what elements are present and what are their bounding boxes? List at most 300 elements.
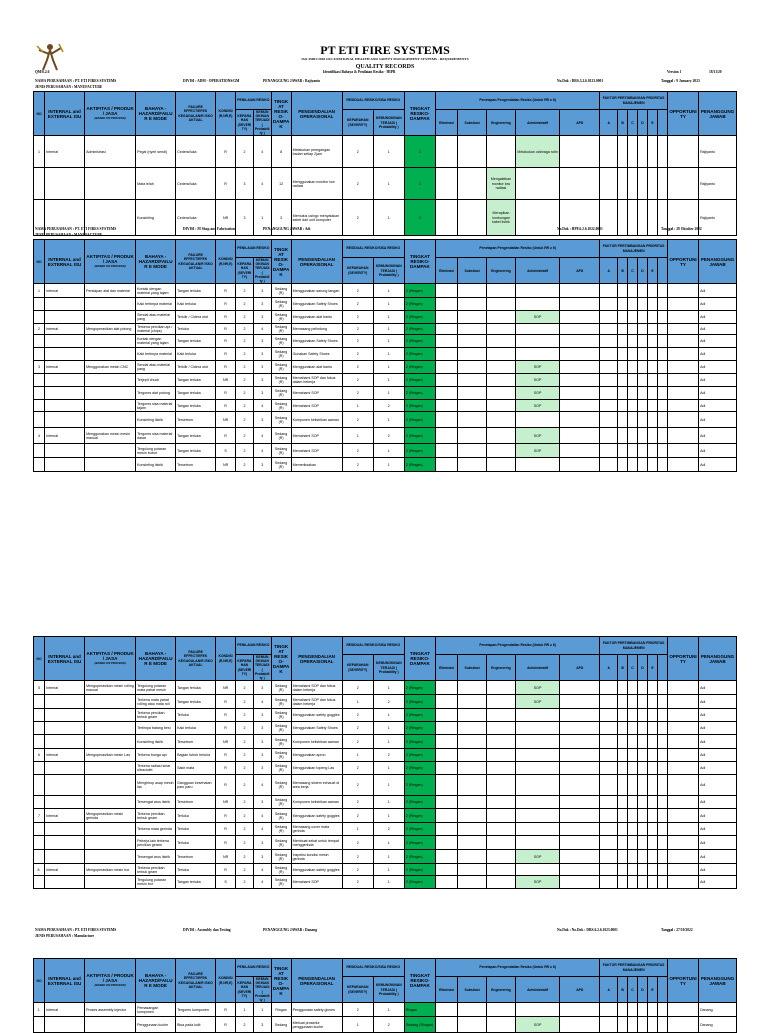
cell-factor: [600, 775, 618, 796]
cell-failure: Terkilir / Cidera otot: [176, 361, 216, 374]
cell-internal: Internal: [45, 136, 85, 168]
col-failure: FAILURE EFFECT/EFEK KEGAGALAN/R ISKO AKTUAL: [176, 92, 216, 136]
cell-factor: [628, 168, 638, 200]
cell-factor: [628, 823, 638, 836]
cell-subsitusi: [458, 850, 487, 864]
cell-kemungkinan: 3: [253, 796, 271, 809]
cell-administratif: [515, 796, 559, 809]
cell-subsitusi: [458, 348, 487, 361]
col-no: NO: [34, 240, 45, 284]
cell-res-keparahan: 2: [342, 298, 373, 311]
cell-bahaya: Konsleting listrik: [136, 458, 176, 472]
cell-subsitusi: [458, 168, 487, 200]
cell-opportunity: [667, 168, 698, 200]
cell-tingkat2: 2 (Ringan): [404, 762, 435, 775]
cell-opportunity: [667, 864, 698, 876]
cell-kemungkinan: 3: [253, 749, 271, 762]
cell-failure: Gangguan kesehatan paru paru: [176, 775, 216, 796]
cell-res-keparahan: 2: [342, 775, 373, 796]
cell-apd: [560, 458, 600, 472]
cell-keparahan: 2: [236, 311, 254, 324]
col-eliminasi: Eliminasi: [435, 258, 457, 284]
company-name: PT ETI FIRE SYSTEMS: [320, 43, 450, 57]
cell-factor: [600, 348, 618, 361]
cell-kemungkinan: 3: [253, 681, 271, 695]
cell-keparahan: 2: [236, 444, 254, 458]
cell-kondisi: S: [216, 444, 236, 458]
cell-res-kemungkinan: 2: [373, 749, 404, 762]
cell-factor: [618, 775, 628, 796]
cell-failure: Tersetrum: [176, 796, 216, 809]
cell-penanggung: Rajiyanto: [699, 168, 737, 200]
col-subsitusi: Subsitusi: [458, 110, 487, 136]
cell-engineering: [487, 722, 516, 735]
cell-tingkat: [271, 298, 291, 311]
col-no: NO: [34, 959, 45, 1003]
col-aktivitas-sub: (BASED ON PROCESS): [94, 264, 126, 269]
cell-res-kemungkinan: 1: [373, 298, 404, 311]
cell-factor: [638, 709, 648, 722]
cell-eliminasi: [435, 1003, 457, 1017]
cell-no: [34, 796, 45, 809]
cell-res-keparahan: 1: [342, 428, 373, 444]
cell-no: [34, 762, 45, 775]
table-row: [34, 1003, 737, 1017]
cell-keparahan: 2: [236, 876, 254, 889]
cell-factor: [638, 722, 648, 735]
cell-factor: [628, 136, 638, 168]
cell-tingkat2: 2 (Ringan): [404, 823, 435, 836]
cell-keparahan: 2: [236, 681, 254, 695]
cell-pengendalian: Memahami SOP: [291, 876, 342, 889]
cell-factor: [600, 796, 618, 809]
cell-factor: [648, 200, 658, 236]
cell-subsitusi: [458, 775, 487, 796]
cell-opportunity: [667, 695, 698, 709]
col-residual: RESIDUAL RESIKO/SISA RESIKO: [342, 637, 404, 655]
cell-failure: Tangan terluka: [176, 335, 216, 348]
cell-factor: [657, 735, 667, 749]
cell-res-keparahan: 2: [342, 850, 373, 864]
cell-factor: [648, 864, 658, 876]
cell-res-kemungkinan: 1: [373, 681, 404, 695]
cell-aktivitas: [85, 709, 136, 722]
cell-tingkat: [271, 387, 291, 400]
cell-engineering: [487, 374, 516, 387]
cell-factor: [600, 412, 618, 428]
col-kemungkinan: KEMUNGKINAN TERJADI ( Probability ): [254, 110, 270, 136]
cell-administratif: [515, 324, 559, 335]
cell-tingkat2: 2 (Ringan): [404, 722, 435, 735]
table-row: [34, 823, 737, 836]
cell-internal: [45, 311, 85, 324]
cell-res-kemungkinan: 1: [373, 387, 404, 400]
cell-no: [34, 335, 45, 348]
cell-pengendalian: Komponen kelistrikan aaman: [291, 412, 342, 428]
cell-res-keparahan: 2: [342, 324, 373, 335]
cell-factor: [600, 374, 618, 387]
cell-factor: [628, 400, 638, 412]
cell-aktivitas: [85, 695, 136, 709]
cell-apd: [560, 775, 600, 796]
cell-tingkat-value: Sedang (R): [274, 764, 288, 773]
col-e: E: [648, 258, 658, 284]
cell-res-keparahan: 2: [342, 361, 373, 374]
cell-factor: [618, 136, 628, 168]
cell-kondisi: R: [216, 762, 236, 775]
cell-factor: [648, 722, 658, 735]
cell-factor: [618, 823, 628, 836]
cell-failure: Tersetrum: [176, 850, 216, 864]
col-res-keparahan: KEPARAHAN (SEVERITY): [342, 110, 373, 136]
cell-res-keparahan: 2: [342, 836, 373, 850]
cell-pengendalian: Memasang pelindung: [291, 324, 342, 335]
col-residual: RESIDUAL RESIKO/SISA RESIKO: [342, 92, 404, 110]
cell-pengendalian: Penggunaan safety gloves: [291, 1003, 342, 1017]
cell-factor: [657, 722, 667, 735]
cell-opportunity: [667, 735, 698, 749]
col-tingkat: TINGKAT RESIKO-DAMPAK: [271, 240, 291, 284]
cell-factor: [638, 796, 648, 809]
table-row: [34, 809, 737, 823]
cell-subsitusi: [458, 284, 487, 298]
cell-internal: [45, 876, 85, 889]
cell-res-kemungkinan: 2: [373, 823, 404, 836]
cell-aktivitas: Mengoperasikan mesin gerinda: [85, 809, 136, 823]
cell-keparahan: 2: [236, 836, 254, 850]
col-kemungkinan: KEMUNGKINAN TERJADI ( Probability ): [254, 655, 270, 681]
cell-no: 6: [34, 749, 45, 762]
cell-kemungkinan: 3: [253, 412, 271, 428]
col-d: D: [638, 110, 648, 136]
cell-engineering: [487, 136, 516, 168]
col-keparahan: KEPARAHAN (SEVERITY): [236, 110, 254, 136]
cell-res-keparahan: 2: [342, 809, 373, 823]
cell-factor: [657, 458, 667, 472]
cell-factor: [600, 298, 618, 311]
cell-engineering: Merapikan lumbungan kabel listrik: [487, 200, 516, 236]
cell-tingkat2: 2: [404, 136, 435, 168]
cell-factor: [657, 374, 667, 387]
cell-factor: [600, 681, 618, 695]
cell-administratif: SOP: [515, 361, 559, 374]
cell-penanggung: Adi: [699, 361, 737, 374]
col-a: A: [600, 977, 618, 1003]
cell-tingkat2: 2 (Ringan): [404, 428, 435, 444]
cell-factor: [618, 284, 628, 298]
cell-factor: [648, 836, 658, 850]
cell-failure: Tersetrum: [176, 735, 216, 749]
cell-tingkat-value: Sedang (R): [274, 401, 288, 410]
cell-failure: Tangan terluka: [176, 876, 216, 889]
cell-administratif: [515, 200, 559, 236]
cell-no: [34, 374, 45, 387]
cell-pengendalian: Memutus usingc menyalakan kabel dari unit komputer: [291, 200, 342, 236]
cell-no: 4: [34, 428, 45, 444]
col-res-kemungkinan: KEMUNGKINAN TERJADI ( Probability ): [373, 258, 404, 284]
cell-internal: [45, 400, 85, 412]
cell-kondisi: NR: [216, 735, 236, 749]
risk-table-4: [33, 958, 737, 1033]
cell-failure: Tangan terluka: [176, 681, 216, 695]
col-pengendalian: PENGENDALIAN OPERASIONAL: [291, 637, 342, 681]
cell-failure: Cedera/luka: [176, 136, 216, 168]
cell-penanggung: Adi: [699, 809, 737, 823]
cell-kemungkinan: 3: [253, 709, 271, 722]
cell-penanggung: Adi: [699, 298, 737, 311]
doc-code: QM/6.2.6: [35, 70, 50, 74]
risk-table-1: [33, 91, 737, 236]
cell-keparahan: 2: [236, 1017, 254, 1033]
col-administratif: Administratif: [515, 977, 559, 1003]
cell-keparahan: 2: [236, 775, 254, 796]
cell-tingkat2: 2 (Ringan): [404, 876, 435, 889]
cell-apd: [560, 298, 600, 311]
cell-internal: [45, 335, 85, 348]
col-b: B: [618, 258, 628, 284]
cell-subsitusi: [458, 762, 487, 775]
cell-internal: [45, 762, 85, 775]
cell-factor: [657, 681, 667, 695]
cell-factor: [600, 428, 618, 444]
cell-pengendalian: Melakukan peregangan badan setiap 2jam: [291, 136, 342, 168]
cell-kondisi: R: [216, 809, 236, 823]
cell-tingkat2: 2 (Ringan): [404, 311, 435, 324]
standard-line: ISO 45001:2018 OCCUPATIONAL HEALTH AND SAFETY MANAGEMENT SYSTEMS - REQUIREMENTS: [301, 57, 469, 61]
cell-factor: [657, 709, 667, 722]
cell-engineering: [487, 876, 516, 889]
cell-factor: [618, 298, 628, 311]
cell-internal: [45, 348, 85, 361]
cell-apd: [560, 836, 600, 850]
col-opportunity: OPPORTUNI TY: [667, 92, 698, 136]
table-row: [34, 749, 737, 762]
cell-administratif: SOP: [515, 681, 559, 695]
col-apd: APD: [560, 977, 600, 1003]
cell-bahaya: Kaki tertimpa material: [136, 298, 176, 311]
cell-factor: [628, 876, 638, 889]
cell-opportunity: [667, 361, 698, 374]
cell-engineering: [487, 284, 516, 298]
cell-bahaya: Terkena percikan api / material (chips): [136, 324, 176, 335]
cell-factor: [648, 428, 658, 444]
cell-factor: [600, 836, 618, 850]
cell-engineering: [487, 709, 516, 722]
cell-bahaya: Mata lelah: [136, 168, 176, 200]
cell-aktivitas: [85, 876, 136, 889]
cell-tingkat2: 2 (Ringan): [404, 709, 435, 722]
cell-res-kemungkinan: 1: [373, 361, 404, 374]
cell-res-keparahan: 2: [342, 1003, 373, 1017]
cell-penanggung: Adi: [699, 749, 737, 762]
cell-no: [34, 412, 45, 428]
cell-engineering: [487, 458, 516, 472]
cell-factor: [657, 876, 667, 889]
col-faktor: FAKTOR PERTIMBANGAN PRIORITAS MANAJEMEN: [600, 240, 668, 258]
col-res-kemungkinan: KEMUNGKINAN TERJADI ( Probability ): [373, 110, 404, 136]
cell-res-keparahan: 2: [342, 200, 373, 236]
cell-tingkat2: 2 (Ringan): [404, 324, 435, 335]
cell-res-kemungkinan: 1: [373, 722, 404, 735]
cell-res-keparahan: 2: [342, 681, 373, 695]
cell-internal: Internal: [45, 1003, 85, 1017]
table-row: [34, 428, 737, 444]
cell-factor: [600, 444, 618, 458]
cell-subsitusi: [458, 428, 487, 444]
cell-eliminasi: [435, 850, 457, 864]
cell-apd: [560, 681, 600, 695]
cell-eliminasi: [435, 136, 457, 168]
cell-keparahan: 2: [236, 335, 254, 348]
col-residual: RESIDUAL RESIKO/SISA RESIKO: [342, 240, 404, 258]
col-tingkat2: TINGKAT RESIKO-DAMPAK: [404, 959, 435, 1003]
cell-tingkat2: 2 (Ringan): [404, 361, 435, 374]
cell-aktivitas: [85, 775, 136, 796]
cell-bahaya: Terkena mata pahat rolling atau mata roll: [136, 695, 176, 709]
cell-factor: [657, 864, 667, 876]
col-penilaian: PENILAIAN RESIKO: [236, 959, 272, 977]
col-f: [657, 655, 667, 681]
cell-apd: [560, 695, 600, 709]
col-apd: APD: [560, 258, 600, 284]
cell-factor: [628, 374, 638, 387]
cell-tingkat: [271, 374, 291, 387]
cell-aktivitas: [85, 722, 136, 735]
col-kondisi: KONDISI (R,NR,E): [216, 637, 236, 681]
cell-factor: [638, 1017, 648, 1033]
cell-failure: Terluka: [176, 809, 216, 823]
cell-keparahan: 3: [236, 200, 254, 236]
cell-kemungkinan: 1: [253, 1003, 271, 1017]
cell-bahaya: Tertimpa batang besi: [136, 722, 176, 735]
cell-penanggung: Adi: [699, 850, 737, 864]
cell-opportunity: [667, 298, 698, 311]
cell-factor: [628, 1003, 638, 1017]
cell-res-keparahan: 2: [342, 444, 373, 458]
cell-tingkat-value: Sedang (R): [274, 852, 288, 861]
cell-eliminasi: [435, 749, 457, 762]
cell-res-kemungkinan: 2: [373, 400, 404, 412]
cell-apd: [560, 1017, 600, 1033]
cell-kondisi: R: [216, 749, 236, 762]
cell-subsitusi: [458, 200, 487, 236]
cell-factor: [638, 681, 648, 695]
cell-engineering: [487, 775, 516, 796]
cell-opportunity: [667, 823, 698, 836]
cell-factor: [638, 809, 648, 823]
cell-tingkat-value: Sedang (R): [274, 337, 288, 346]
cell-tingkat: [271, 709, 291, 722]
col-eliminasi: Eliminasi: [435, 977, 457, 1003]
cell-res-kemungkinan: 1: [373, 335, 404, 348]
cell-keparahan: 2: [236, 823, 254, 836]
cell-apd: [560, 284, 600, 298]
col-subsitusi: Subsitusi: [458, 258, 487, 284]
cell-penanggung: Adi: [699, 836, 737, 850]
cell-pengendalian: Memasang cover mata gerinda: [291, 823, 342, 836]
cell-tingkat-value: Sedang (R): [274, 431, 288, 440]
cell-no: [34, 458, 45, 472]
cell-factor: [638, 775, 648, 796]
cell-keparahan: 2: [236, 428, 254, 444]
cell-factor: [657, 412, 667, 428]
cell-factor: [618, 458, 628, 472]
cell-subsitusi: [458, 681, 487, 695]
cell-kemungkinan: 3: [253, 335, 271, 348]
doc-title: QUALITY RECORDS: [355, 64, 415, 70]
cell-kondisi: R: [216, 136, 236, 168]
cell-subsitusi: [458, 836, 487, 850]
cell-apd: [560, 762, 600, 775]
cell-apd: [560, 428, 600, 444]
cell-factor: [600, 361, 618, 374]
cell-kemungkinan: 3: [253, 458, 271, 472]
cell-res-kemungkinan: 1: [373, 168, 404, 200]
cell-administratif: [515, 722, 559, 735]
cell-keparahan: 2: [236, 796, 254, 809]
cell-bahaya: Konsleting listrik: [136, 412, 176, 428]
cell-failure: Cedera/luka: [176, 200, 216, 236]
cell-bahaya: Konsleting listrik: [136, 735, 176, 749]
cell-res-keparahan: 2: [342, 876, 373, 889]
cell-keparahan: 2: [236, 850, 254, 864]
cell-tingkat2: 2 (Ringan): [404, 775, 435, 796]
col-residual: RESIDUAL RESIKO/SISA RESIKO: [342, 959, 404, 977]
cell-aktivitas: [85, 374, 136, 387]
cell-subsitusi: [458, 324, 487, 335]
cell-factor: [618, 1003, 628, 1017]
cell-administratif: [515, 298, 559, 311]
cell-tingkat: [271, 809, 291, 823]
cell-penanggung: Adi: [699, 374, 737, 387]
cell-kondisi: NR: [216, 796, 236, 809]
cell-tingkat2: 2 (Ringan): [404, 348, 435, 361]
cell-apd: [560, 400, 600, 412]
cell-kemungkinan: 4: [253, 823, 271, 836]
cell-factor: [618, 722, 628, 735]
cell-kemungkinan: 3: [253, 311, 271, 324]
cell-eliminasi: [435, 348, 457, 361]
col-res-kemungkinan: KEMUNGKINAN TERJADI ( Probability ): [373, 655, 404, 681]
cell-eliminasi: [435, 444, 457, 458]
cell-tingkat2: 2: [404, 168, 435, 200]
cell-factor: [648, 298, 658, 311]
cell-kemungkinan: 3: [253, 361, 271, 374]
cell-aktivitas: [85, 836, 136, 850]
cell-factor: [618, 762, 628, 775]
table-row: [34, 324, 737, 335]
cell-penanggung: Adi: [699, 348, 737, 361]
cell-res-kemungkinan: 1: [373, 1003, 404, 1017]
cell-res-kemungkinan: 2: [373, 695, 404, 709]
cell-failure: Bagian tubuh terluka: [176, 749, 216, 762]
cell-no: [34, 735, 45, 749]
cell-eliminasi: [435, 361, 457, 374]
cell-aktivitas: [85, 444, 136, 458]
cell-res-kemungkinan: 2: [373, 1017, 404, 1033]
cell-tingkat2: 2 (Ringan): [404, 387, 435, 400]
cell-factor: [600, 809, 618, 823]
cell-factor: [657, 284, 667, 298]
cell-tingkat-value: Sedang (R): [274, 313, 288, 322]
table-row: [34, 695, 737, 709]
col-tingkat: TINGKAT RESIKO-DAMPAK: [271, 92, 291, 136]
col-keparahan: KEPARAHAN (SEVERITY): [236, 655, 254, 681]
cell-kemungkinan: 4: [253, 400, 271, 412]
cell-tingkat2: 2 (Ringan): [404, 298, 435, 311]
cell-subsitusi: [458, 695, 487, 709]
cell-opportunity: [667, 796, 698, 809]
